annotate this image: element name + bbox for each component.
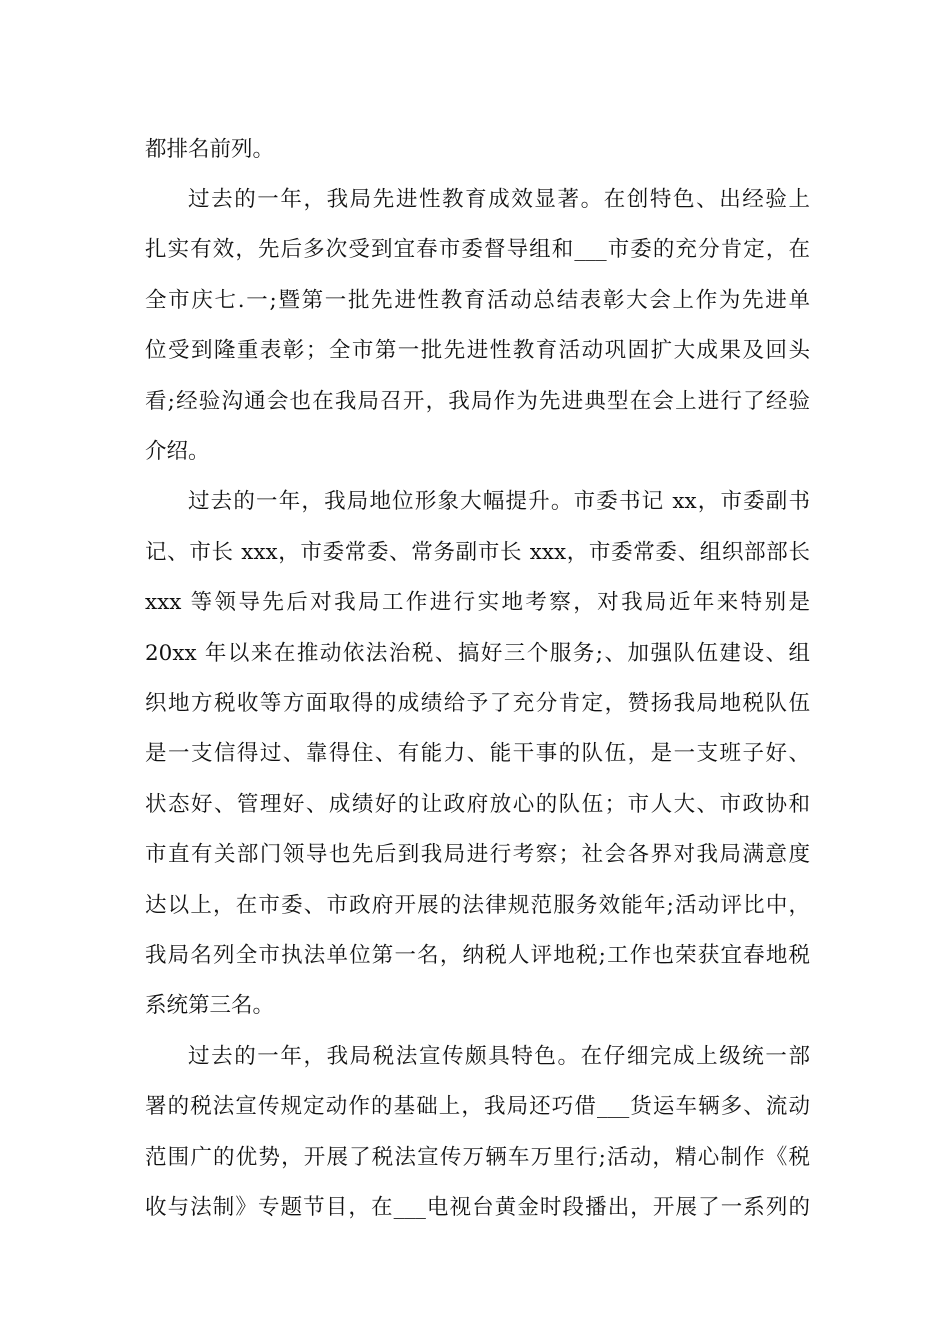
text-line: 都排名前列。 — [145, 137, 275, 162]
text-line: 看;经验沟通会也在我局召开，我局作为先进典型在会上进行了经验 — [145, 389, 810, 414]
text-line: 范围广的优势，开展了税法宣传万辆车万里行;活动，精心制作《税 — [145, 1145, 810, 1170]
text-line: xxx 等领导先后对我局工作进行实地考察，对我局近年来特别是 — [145, 590, 810, 615]
text-line: 介绍。 — [145, 439, 210, 464]
text-line: 状态好、管理好、成绩好的让政府放心的队伍；市人大、市政协和 — [145, 792, 810, 817]
text-line: 20xx 年以来在推动依法治税、搞好三个服务;、加强队伍建设、组 — [145, 641, 810, 666]
text-line: 署的税法宣传规定动作的基础上，我局还巧借___货运车辆多、流动 — [145, 1094, 810, 1119]
text-line: 收与法制》专题节目，在___电视台黄金时段播出，开展了一系列的 — [145, 1195, 810, 1220]
text-line: 是一支信得过、靠得住、有能力、能干事的队伍，是一支班子好、 — [145, 741, 810, 766]
text-line: 织地方税收等方面取得的成绩给予了充分肯定，赞扬我局地税队伍 — [145, 691, 810, 716]
text-line: 扎实有效，先后多次受到宜春市委督导组和___市委的充分肯定，在 — [145, 237, 810, 262]
text-line: 系统第三名。 — [145, 993, 275, 1018]
text-line: 记、市长 xxx，市委常委、常务副市长 xxx，市委常委、组织部部长 — [145, 540, 810, 565]
text-line: 位受到隆重表彰；全市第一批先进性教育活动巩固扩大成果及回头 — [145, 338, 810, 363]
paragraph-first-line: 过去的一年，我局先进性教育成效显著。在创特色、出经验上 — [188, 187, 810, 212]
paragraph-first-line: 过去的一年，我局地位形象大幅提升。市委书记 xx，市委副书 — [188, 489, 810, 514]
paragraph-first-line: 过去的一年，我局税法宣传颇具特色。在仔细完成上级统一部 — [188, 1044, 810, 1069]
text-line: 达以上，在市委、市政府开展的法律规范服务效能年;活动评比中， — [145, 893, 810, 918]
text-line: 市直有关部门领导也先后到我局进行考察；社会各界对我局满意度 — [145, 842, 810, 867]
text-line: 全市庆七.一;暨第一批先进性教育活动总结表彰大会上作为先进单 — [145, 288, 810, 313]
text-line: 我局名列全市执法单位第一名，纳税人评地税;工作也荣获宜春地税 — [145, 943, 810, 968]
